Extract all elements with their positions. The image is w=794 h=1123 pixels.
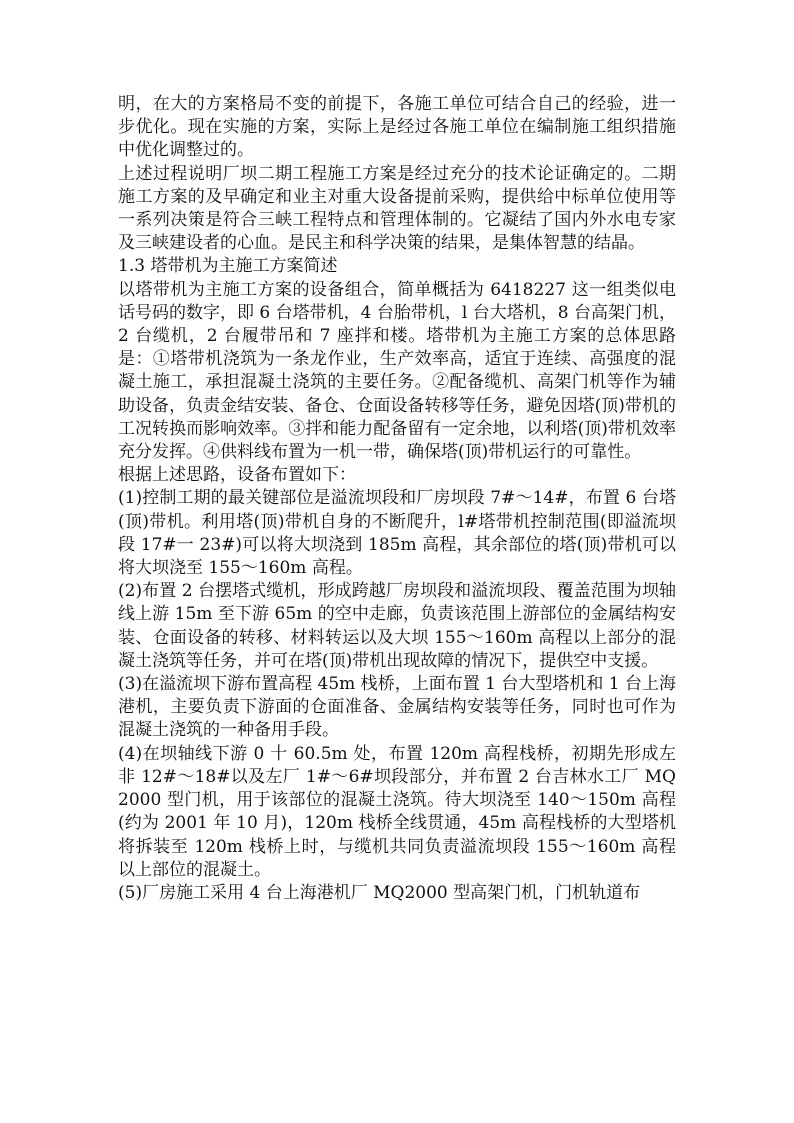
- paragraph-equipment-overview: 以塔带机为主施工方案的设备组合，简单概括为 6418227 这一组类似电话号码的数字，即 6 台塔带机，4 台胎带机，l 台大塔机，8 台高架门机，2 台缆机，2 台履带吊和 7 座拌和楼。塔带机为主施工方案的总体思路是：①塔带机浇筑为一条龙作业，生产效率高，适宜于连续、高强度的混凝土施工，承担混凝土浇筑的主要任务。②配备缆机、高架门机等作为辅助设备，负责金结安装、备仓、仓面设备转移等任务，避免因塔(顶)带机的工况转换而影响效率。③拌和能力配备留有一定余地，以利塔(顶)带机效率充分发挥。④供料线布置为一机一带，确保塔(顶)带机运行的可靠性。: [118, 279, 676, 463]
- section-heading: 1.3 塔带机为主施工方案简述: [118, 256, 338, 277]
- paragraph-continuation: 明，在大的方案格局不变的前提下，各施工单位可结合自己的经验，进一步优化。现在实施的方案，实际上是经过各施工单位在编制施工组织措施中优化调整过的。: [118, 94, 676, 161]
- list-item-1: (1)控制工期的最关键部位是溢流坝段和厂房坝段 7#～14#，布置 6 台塔(顶)带机。利用塔(顶)带机自身的不断爬升，l#塔带机控制范围(即溢流坝段 17#一 23#)可以将大坝浇到 185m 高程，其余部位的塔(顶)带机可以将大坝浇至 155～160m 高程。: [118, 488, 676, 579]
- list-item-2: (2)布置 2 台摆塔式缆机，形成跨越厂房坝段和溢流坝段、覆盖范围为坝轴线上游 15m 至下游 65m 的空中走廊，负责该范围上游部位的金属结构安装、仓面设备的转移、材料转运以及大坝 155～160m 高程以上部分的混凝土浇筑等任务，并可在塔(顶)带机出现故障的情况下，提供空中支援。: [118, 581, 676, 671]
- list-item-4: (4)在坝轴线下游 0 十 60.5m 处，布置 120m 高程栈桥，初期先形成左非 12#～18#以及左厂 1#～6#坝段部分，并布置 2 台吉林水工厂 MQ2000 型门机，用于该部位的混凝土浇筑。待大坝浇至 140～150m 高程(约为 2001 年 10 月)，120m 栈桥全线贯通，45m 高程栈桥的大型塔机将拆装至 120m 栈桥上时，与缆机共同负责溢流坝段 155～160m 高程以上部位的混凝土。: [118, 743, 676, 880]
- paragraph-layout-intro: 根据上述思路，设备布置如下：: [118, 465, 356, 486]
- paragraph-summary: 上述过程说明厂坝二期工程施工方案是经过充分的技术论证确定的。二期施工方案的及早确定和业主对重大设备提前采购，提供给中标单位使用等一系列决策是符合三峡工程特点和管理体制的。它凝结了国内外水电专家及三峡建设者的心血。是民主和科学决策的结果，是集体智慧的结晶。: [118, 163, 676, 254]
- list-item-5: (5)厂房施工采用 4 台上海港机厂 MQ2000 型高架门机，门机轨道布: [118, 882, 641, 903]
- list-item-3: (3)在溢流坝下游布置高程 45m 栈桥，上面布置 1 台大型塔机和 1 台上海港机，主要负责下游面的仓面准备、金属结构安装等任务，同时也可作为混凝土浇筑的一种备用手段。: [118, 674, 676, 741]
- document-body: [118, 93, 676, 905]
